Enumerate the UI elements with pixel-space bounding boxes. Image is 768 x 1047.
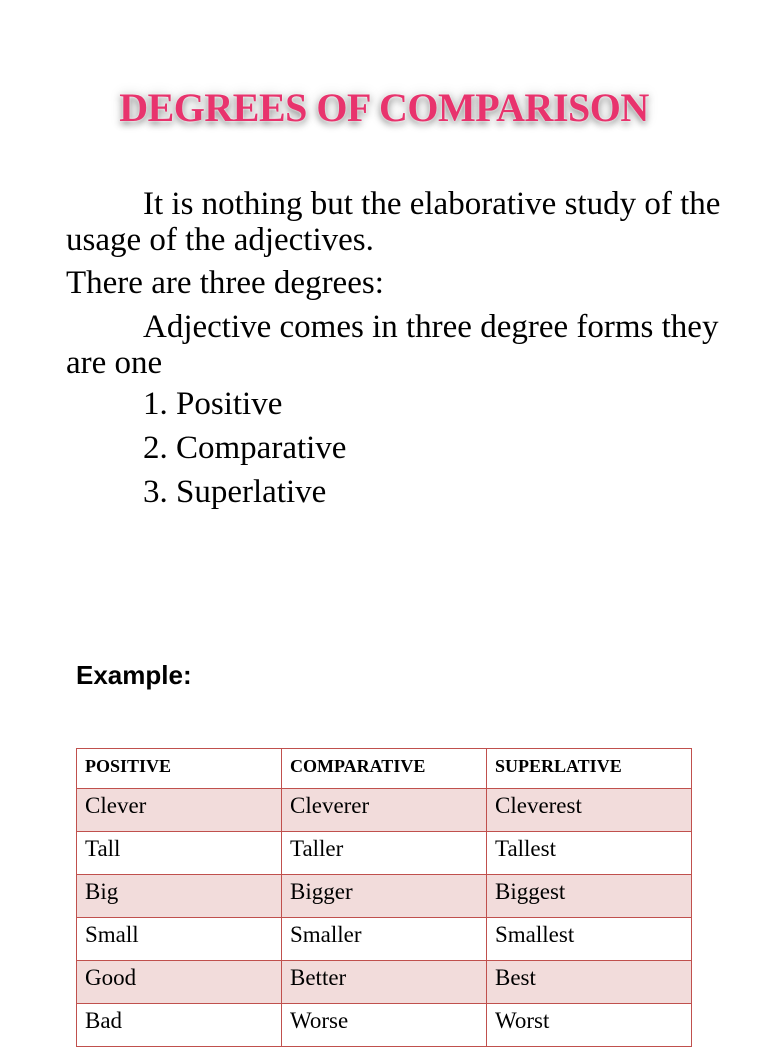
table-row bbox=[77, 1004, 692, 1047]
degree-item-comparative: 2. Comparative bbox=[143, 430, 347, 466]
degrees-count-text: There are three degrees: bbox=[66, 265, 384, 301]
cell-superlative: Cleverest bbox=[487, 789, 692, 832]
cell-superlative: Biggest bbox=[487, 875, 692, 918]
cell-positive: Tall bbox=[77, 832, 282, 875]
example-label: Example: bbox=[76, 660, 192, 690]
intro-paragraph: It is nothing but the elaborative study of the usage of the adjectives. bbox=[66, 186, 721, 258]
table-row bbox=[77, 875, 692, 918]
page-title: DEGREES OF COMPARISON bbox=[119, 85, 649, 130]
degree-item-superlative: 3. Superlative bbox=[143, 474, 327, 510]
cell-positive: Bad bbox=[77, 1004, 282, 1047]
comparison-table bbox=[76, 748, 692, 1047]
cell-positive: Small bbox=[77, 918, 282, 961]
degree-forms-paragraph: Adjective comes in three degree forms they are one bbox=[66, 309, 719, 381]
header-positive: POSITIVE bbox=[77, 749, 282, 789]
cell-superlative: Best bbox=[487, 961, 692, 1004]
cell-positive: Big bbox=[77, 875, 282, 918]
header-comparative: COMPARATIVE bbox=[282, 749, 487, 789]
cell-comparative: Better bbox=[282, 961, 487, 1004]
table-header-row bbox=[77, 749, 692, 789]
cell-comparative: Bigger bbox=[282, 875, 487, 918]
header-superlative: SUPERLATIVE bbox=[487, 749, 692, 789]
cell-comparative: Taller bbox=[282, 832, 487, 875]
table-row bbox=[77, 918, 692, 961]
cell-comparative: Smaller bbox=[282, 918, 487, 961]
table-row bbox=[77, 832, 692, 875]
cell-positive: Good bbox=[77, 961, 282, 1004]
table-row bbox=[77, 789, 692, 832]
cell-superlative: Smallest bbox=[487, 918, 692, 961]
cell-superlative: Worst bbox=[487, 1004, 692, 1047]
cell-comparative: Worse bbox=[282, 1004, 487, 1047]
cell-comparative: Cleverer bbox=[282, 789, 487, 832]
cell-superlative: Tallest bbox=[487, 832, 692, 875]
degree-item-positive: 1. Positive bbox=[143, 386, 283, 422]
cell-positive: Clever bbox=[77, 789, 282, 832]
table-row bbox=[77, 961, 692, 1004]
